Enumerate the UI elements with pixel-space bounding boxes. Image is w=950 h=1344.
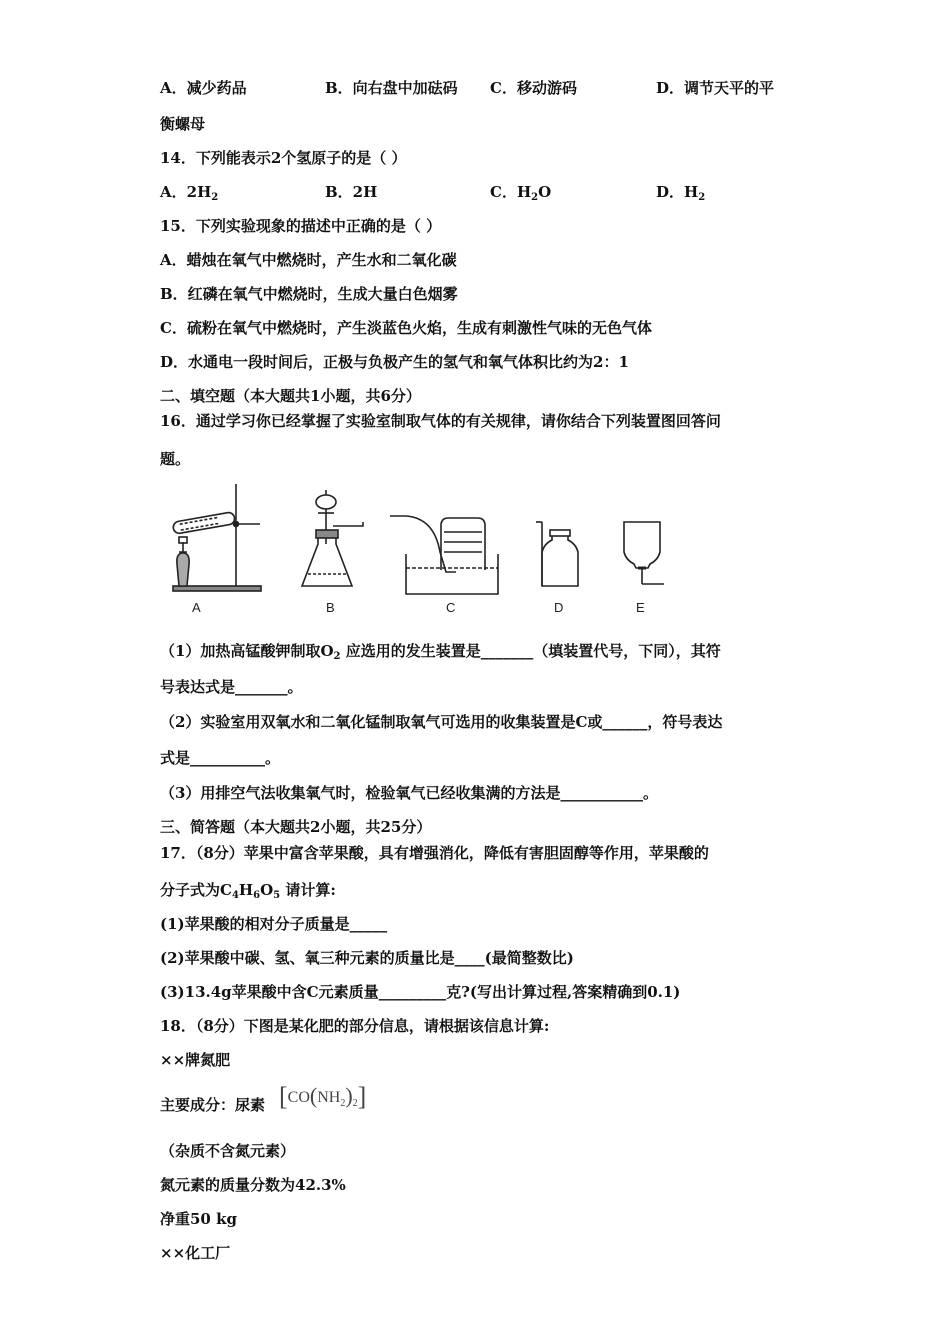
q17-part-1: (1)苹果酸的相对分子质量是_____ xyxy=(160,915,388,933)
q15-option-c: C．硫粉在氧气中燃烧时，产生淡蓝色火焰，生成有刺激性气味的无色气体 xyxy=(160,319,652,337)
fertilizer-net-weight: 净重50 kg xyxy=(160,1210,237,1228)
apparatus-e xyxy=(624,522,664,584)
apparatus-label-d: D xyxy=(554,600,564,615)
q17-part-2: (2)苹果酸中碳、氢、氧三种元素的质量比是____(最简整数比) xyxy=(160,949,574,967)
q14-stem: 14．下列能表示2个氢原子的是（ ） xyxy=(160,149,407,167)
q15-option-a: A．蜡烛在氧气中燃烧时，产生水和二氧化碳 xyxy=(160,251,457,269)
q17-stem: 17．（8分）苹果中富含苹果酸，具有增强消化，降低有害胆固醇等作用，苹果酸的 xyxy=(160,844,709,862)
apparatus-b xyxy=(302,490,363,586)
apparatus-label-b: B xyxy=(326,600,335,615)
q17-stem-continued: 分子式为$C_4H_6O_5$ 请计算: xyxy=(160,881,336,901)
apparatus-label-e: E xyxy=(636,600,645,615)
apparatus-d xyxy=(536,522,578,586)
q13-option-d-continued: 衡螺母 xyxy=(160,115,206,133)
q15-option-d: D．水通电一段时间后，正极与负极产生的氢气和氧气体积比约为2：1 xyxy=(160,353,629,371)
apparatus-a xyxy=(172,484,261,591)
q14-option-d: D．$H_2$ xyxy=(656,183,706,203)
q16-stem: 16．通过学习你已经掌握了实验室制取气体的有关规律，请你结合下列装置图回答问 xyxy=(160,412,721,430)
q15-option-b: B．红磷在氧气中燃烧时，生成大量白色烟雾 xyxy=(160,285,458,303)
apparatus-figure xyxy=(168,482,688,617)
apparatus-c xyxy=(390,516,498,594)
fertilizer-impurity-note: （杂质不含氮元素） xyxy=(160,1142,296,1160)
section-2-heading: 二、填空题（本大题共1小题，共6分） xyxy=(160,387,421,405)
q17-part-3: (3)13.4g苹果酸中含C元素质量_________克?(写出计算过程,答案精确到0.1) xyxy=(160,983,681,1001)
apparatus-label-c: C xyxy=(446,600,456,615)
q15-stem: 15．下列实验现象的描述中正确的是（ ） xyxy=(160,217,442,235)
q13-option-a: A．减少药品 xyxy=(160,79,247,97)
fertilizer-nitrogen-fraction: 氮元素的质量分数为42.3% xyxy=(160,1176,346,1194)
q16-part-3: （3）用排空气法收集氧气时，检验氧气已经收集满的方法是___________。 xyxy=(160,784,658,802)
q13-option-c: C．移动游码 xyxy=(490,79,577,97)
q14-option-a: A．$2H_2$ xyxy=(160,183,219,203)
q13-option-d: D．调节天平的平 xyxy=(656,79,775,97)
fertilizer-main-component: 主要成分：尿素 xyxy=(160,1096,266,1114)
urea-formula: $[CO(NH_2)_2]$ xyxy=(279,1082,367,1111)
q13-option-b: B．向右盘中加砝码 xyxy=(325,79,458,97)
q16-part-2: （2）实验室用双氧水和二氧化锰制取氧气可选用的收集装置是C或______，符号表达 xyxy=(160,713,723,731)
apparatus-label-a: A xyxy=(192,600,201,615)
q16-stem-continued: 题。 xyxy=(160,450,191,468)
fertilizer-factory: ××化工厂 xyxy=(160,1244,231,1262)
section-3-heading: 三、简答题（本大题共2小题，共25分） xyxy=(160,818,432,836)
q14-option-b: B．2H xyxy=(325,183,378,201)
q18-stem: 18．（8分）下图是某化肥的部分信息，请根据该信息计算: xyxy=(160,1017,550,1035)
q16-part-2-continued: 式是__________。 xyxy=(160,749,281,767)
q16-part-1-continued: 号表达式是_______。 xyxy=(160,678,303,696)
q16-part-1: （1）加热高锰酸钾制取$O_2$ 应选用的发生装置是_______（填装置代号，下同），其符 xyxy=(160,642,721,662)
q14-option-c: C．$H_2O$ xyxy=(490,183,552,203)
fertilizer-brand: ××牌氮肥 xyxy=(160,1051,231,1069)
